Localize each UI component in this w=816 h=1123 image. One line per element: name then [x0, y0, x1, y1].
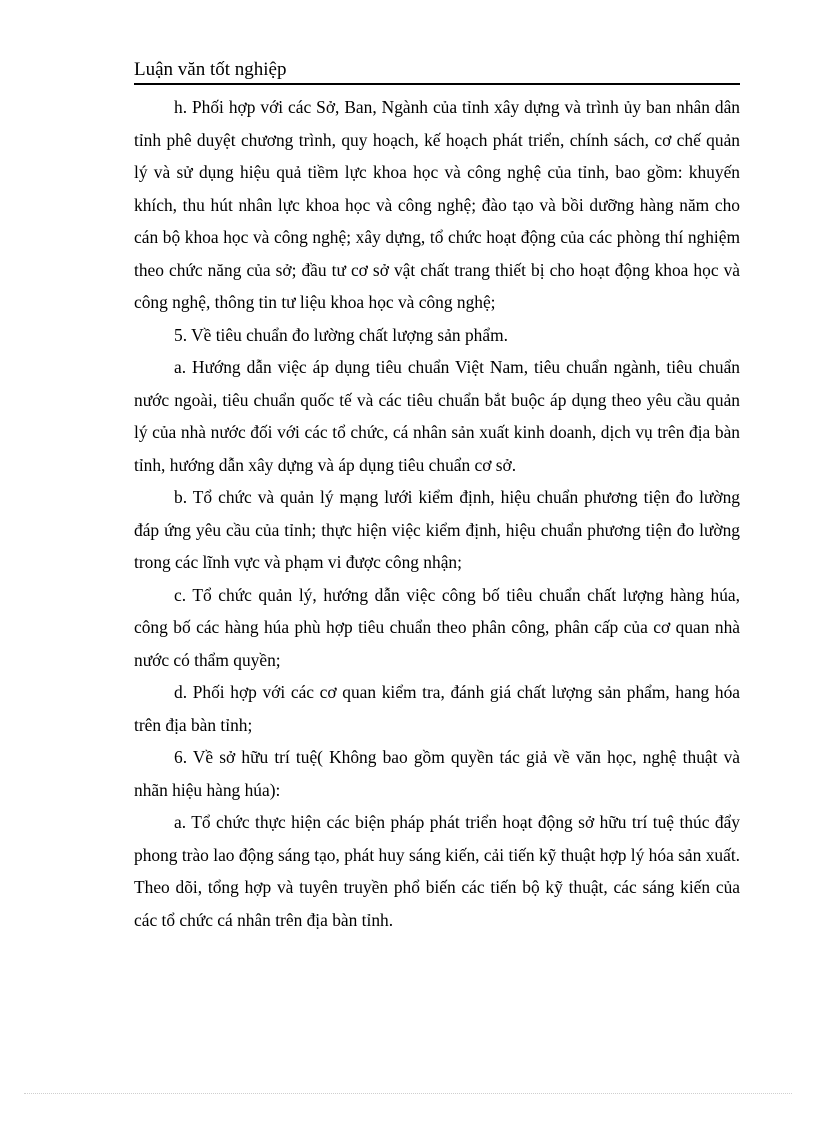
paragraph-h-coordination: h. Phối hợp với các Sở, Ban, Ngành của tỉnh xây dựng và trình ủy ban nhân dân tỉnh phê duyệt chương trình, quy hoạch, kế hoạch phát triển, chính sách, cơ chế quản lý và sử dụng hiệu quả tiềm lực khoa học và công nghệ của tỉnh, bao gồm: khuyến khích, thu hút nhân lực khoa học và công nghệ; đào tạo và bồi dưỡng hàng năm cho cán bộ khoa học và công nghệ; xây dựng, tổ chức hoạt động của các phòng thí nghiệm theo chức năng của sở; đầu tư cơ sở vật chất trang thiết bị cho hoạt động khoa học và công nghệ, thông tin tư liệu khoa học và công nghệ; — [134, 97, 740, 312]
section-heading-ip: 6. Về sở hữu trí tuệ( Không bao gồm quyền tác giả về văn học, nghệ thuật và nhãn hiệu hàng húa): — [134, 747, 740, 800]
paragraph-a-standards: a. Hướng dẫn việc áp dụng tiêu chuẩn Việt Nam, tiêu chuẩn ngành, tiêu chuẩn nước ngoài, tiêu chuẩn quốc tế và các tiêu chuẩn bắt buộc áp dụng theo yêu cầu quản lý của nhà nước đối với các tổ chức, cá nhân sản xuất kinh doanh, dịch vụ trên địa bàn tỉnh, hướng dẫn xây dựng và áp dụng tiêu chuẩn cơ sở. — [134, 357, 740, 475]
paragraph-c-quality: c. Tổ chức quản lý, hướng dẫn việc công bố tiêu chuẩn chất lượng hàng húa, công bố các hàng húa phù hợp tiêu chuẩn theo phân công, phân cấp của cơ quan nhà nước có thẩm quyền; — [134, 584, 740, 670]
paragraph-b-measurement: b. Tổ chức và quản lý mạng lưới kiểm định, hiệu chuẩn phương tiện đo lường đáp ứng yêu cầu của tỉnh; thực hiện việc kiểm định, hiệu chuẩn phương tiện đo lường trong các lĩnh vực và phạm vi được công nhận; — [134, 487, 740, 572]
section-heading-standards: 5. Về tiêu chuẩn đo lường chất lượng sản phẩm. — [174, 324, 508, 345]
paragraph-a-ip: a. Tổ chức thực hiện các biện pháp phát triển hoạt động sở hữu trí tuệ thúc đẩy phong trào lao động sáng tạo, phát huy sáng kiến, cải tiến kỹ thuật hợp lý hóa sản xuất. Theo dõi, tổng hợp và tuyên truyền phổ biến các tiến bộ kỹ thuật, các sáng kiến của các tổ chức cá nhân trên địa bàn tỉnh. — [134, 812, 740, 930]
body-text — [134, 91, 740, 936]
paragraph-d-inspection: d. Phối hợp với các cơ quan kiểm tra, đánh giá chất lượng sản phẩm, hang hóa trên địa bàn tỉnh; — [134, 682, 740, 735]
footer-rule — [24, 1093, 792, 1094]
header-rule — [134, 83, 740, 85]
running-header: Luận văn tốt nghiệp — [134, 59, 287, 80]
